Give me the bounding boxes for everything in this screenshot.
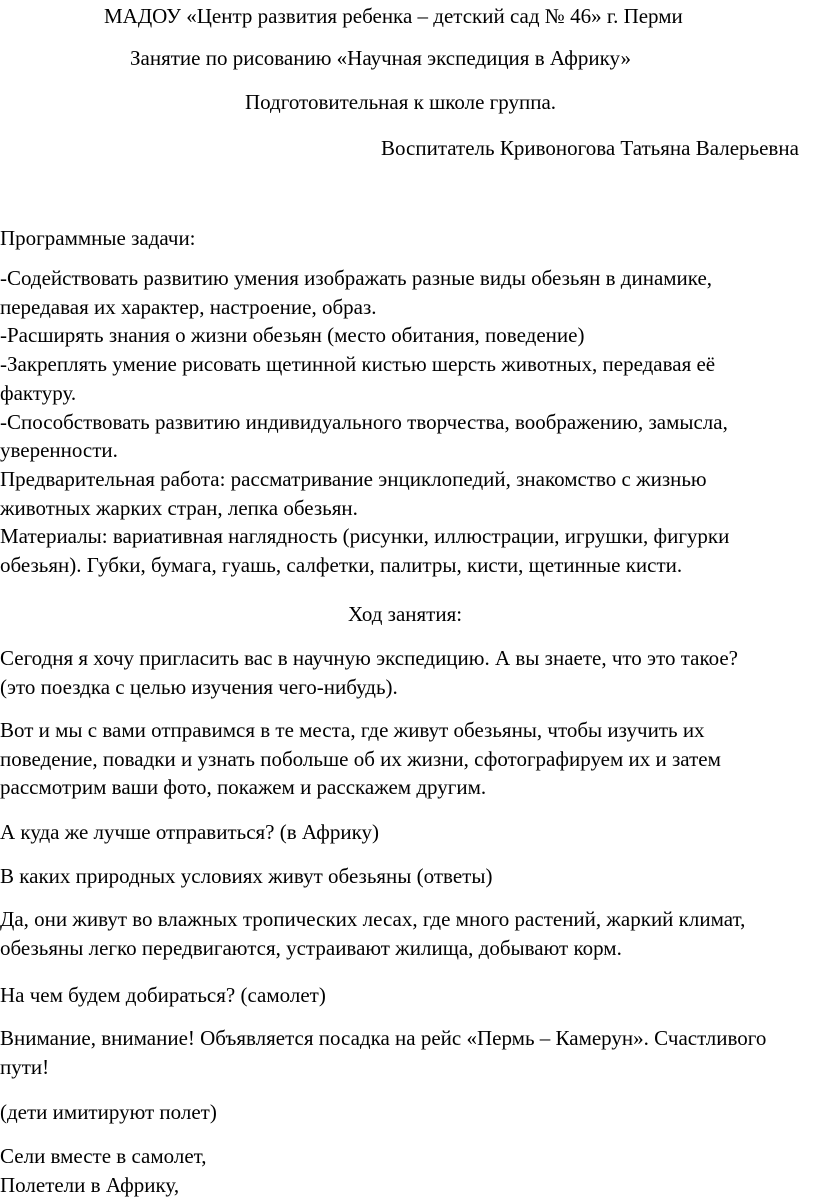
text-line: Внимание, внимание! Объявляется посадка на рейс «Пермь – Камерун». Счастливого [0, 1026, 767, 1050]
text-line: На чем будем добираться? (самолет) [0, 983, 326, 1007]
text-line: Материалы: вариативная наглядность (рисунки, иллюстрации, игрушки, фигурки [0, 524, 730, 549]
tasks-heading: Программные задачи: [0, 226, 196, 250]
paragraph [0, 1024, 812, 1081]
text-line: (это поездка с целью изучения чего-нибудь). [0, 674, 398, 699]
lesson-flow-heading: Ход занятия: [348, 602, 463, 626]
text-line: (дети имитируют полет) [0, 1100, 217, 1124]
text-line: Предварительная работа: рассматривание энциклопедий, знакомство с жизнью [0, 466, 707, 491]
text-line: пути! [0, 1054, 50, 1079]
paragraph [0, 905, 812, 962]
lesson-title: Занятие по рисованию «Научная экспедиция в Африку» [130, 46, 632, 70]
paragraph [0, 1098, 812, 1127]
text-line: В каких природных условиях живут обезьяны (ответы) [0, 864, 493, 888]
text-line: А куда же лучше отправиться? (в Африку) [0, 820, 380, 844]
text-line: -Закреплять умение рисовать щетинной кистью шерсть животных, передавая её [0, 352, 716, 377]
text-line: Полетели в Африку, [0, 1172, 180, 1197]
text-line: Да, они живут во влажных тропических лесах, где много растений, жаркий климат, [0, 907, 746, 931]
teacher-line: Воспитатель Кривоногова Татьяна Валерьевна [381, 136, 799, 160]
text-line: поведение, повадки и узнать побольше об их жизни, сфотографируем их и затем [0, 746, 721, 771]
text-line: передавая их характер, настроение, образ. [0, 294, 377, 319]
text-line: обезьяны легко передвигаются, устраивают жилища, добывают корм. [0, 935, 622, 960]
text-line: животных жарких стран, лепка обезьян. [0, 495, 358, 520]
paragraph [0, 981, 812, 1010]
text-line: рассмотрим ваши фото, покажем и расскажем другим. [0, 775, 487, 800]
text-line: -Способствовать развитию индивидуального творчества, воображению, замысла, [0, 409, 728, 434]
paragraph [0, 1142, 812, 1199]
institution-line: МАДОУ «Центр развития ребенка – детский сад № 46» г. Перми [104, 4, 683, 28]
paragraph [0, 862, 812, 891]
text-line: уверенности. [0, 438, 118, 463]
text-line: -Содействовать развитию умения изображать разные виды обезьян в динамике, [0, 266, 713, 290]
text-line: Сели вместе в самолет, [0, 1144, 207, 1168]
text-line: обезьян). Губки, бумага, гуашь, салфетки, палитры, кисти, щетинные кисти. [0, 553, 683, 578]
text-line: Вот и мы с вами отправимся в те места, где живут обезьяны, чтобы изучить их [0, 718, 705, 742]
text-line: фактуру. [0, 380, 77, 405]
paragraph [0, 716, 812, 802]
text-line: -Расширять знания о жизни обезьян (место обитания, поведение) [0, 323, 585, 348]
text-line: Сегодня я хочу пригласить вас в научную экспедицию. А вы знаете, что это такое? [0, 646, 739, 670]
paragraph [0, 644, 812, 701]
group-line: Подготовительная к школе группа. [245, 90, 557, 114]
tasks-block [0, 264, 812, 580]
paragraph [0, 818, 812, 847]
